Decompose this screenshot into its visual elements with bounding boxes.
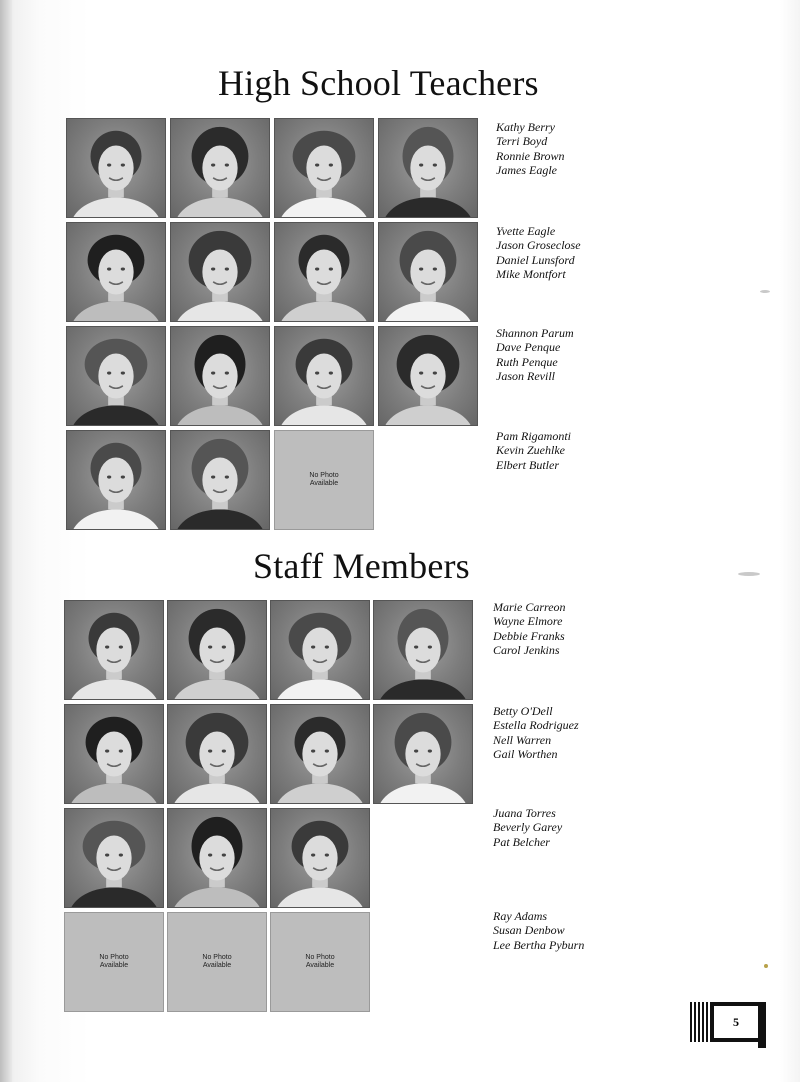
person-name: Pat Belcher bbox=[493, 834, 550, 849]
person-name: Mike Montfort bbox=[496, 266, 566, 281]
person-name: Kevin Zuehlke bbox=[496, 443, 565, 458]
teacher-portrait bbox=[378, 326, 478, 426]
paper-speck bbox=[760, 290, 770, 293]
person-name: Dave Penque bbox=[496, 340, 561, 355]
staff-portrait bbox=[64, 808, 164, 908]
teacher-portrait bbox=[66, 118, 166, 218]
staff-portrait bbox=[270, 704, 370, 804]
person-name: Estella Rodriguez bbox=[493, 718, 579, 733]
teacher-portrait bbox=[274, 222, 374, 322]
no-photo-label: No Photo Available bbox=[202, 954, 232, 969]
person-name: Marie Carreon bbox=[493, 600, 566, 614]
portrait-figure bbox=[271, 601, 369, 699]
portrait-figure bbox=[67, 119, 165, 217]
person-name: Elbert Butler bbox=[496, 457, 559, 472]
person-name: Carol Jenkins bbox=[493, 642, 560, 657]
portrait-figure bbox=[168, 705, 266, 803]
portrait-figure bbox=[275, 119, 373, 217]
person-name: Terri Boyd bbox=[496, 134, 548, 149]
portrait-figure bbox=[65, 809, 163, 907]
person-name: Yvette Eagle bbox=[496, 224, 556, 238]
staff-section-title: Staff Members bbox=[253, 546, 470, 586]
no-photo-placeholder bbox=[274, 430, 374, 530]
person-name: Jason Revill bbox=[496, 368, 555, 383]
staff-name-group bbox=[493, 600, 566, 657]
person-name: Ray Adams bbox=[493, 909, 548, 923]
page-tab-bars bbox=[688, 1002, 710, 1042]
portrait-figure bbox=[271, 809, 369, 907]
teachers-section-title: High School Teachers bbox=[218, 63, 539, 103]
teacher-portrait bbox=[274, 326, 374, 426]
no-photo-placeholder bbox=[270, 912, 370, 1012]
portrait-figure bbox=[171, 327, 269, 425]
staff-name-group bbox=[493, 806, 562, 849]
staff-name-group bbox=[493, 704, 579, 761]
page-number: 5 bbox=[714, 1006, 758, 1038]
teacher-portrait bbox=[170, 118, 270, 218]
person-name: Wayne Elmore bbox=[493, 614, 563, 629]
paper-speck bbox=[738, 572, 760, 576]
portrait-figure bbox=[271, 705, 369, 803]
teacher-portrait bbox=[170, 326, 270, 426]
no-photo-placeholder bbox=[167, 912, 267, 1012]
portrait-figure bbox=[275, 223, 373, 321]
teacher-portrait bbox=[378, 118, 478, 218]
person-name: Kathy Berry bbox=[496, 120, 555, 134]
portrait-figure bbox=[374, 705, 472, 803]
teachers-name-group bbox=[496, 120, 565, 177]
portrait-figure bbox=[379, 119, 477, 217]
person-name: Lee Bertha Pyburn bbox=[493, 937, 585, 952]
person-name: Betty O'Dell bbox=[493, 704, 553, 718]
teacher-portrait bbox=[66, 222, 166, 322]
portrait-figure bbox=[379, 223, 477, 321]
no-photo-placeholder bbox=[64, 912, 164, 1012]
teacher-portrait bbox=[170, 222, 270, 322]
person-name: Debbie Franks bbox=[493, 628, 565, 643]
portrait-figure bbox=[374, 601, 472, 699]
portrait-figure bbox=[65, 705, 163, 803]
portrait-figure bbox=[171, 119, 269, 217]
teacher-portrait bbox=[66, 326, 166, 426]
portrait-figure bbox=[65, 601, 163, 699]
no-photo-label: No Photo Available bbox=[305, 954, 335, 969]
person-name: Nell Warren bbox=[493, 732, 552, 747]
staff-portrait bbox=[373, 704, 473, 804]
staff-portrait bbox=[64, 600, 164, 700]
no-photo-label: No Photo Available bbox=[99, 954, 129, 969]
teacher-portrait bbox=[66, 430, 166, 530]
staff-portrait bbox=[167, 704, 267, 804]
portrait-figure bbox=[67, 431, 165, 529]
person-name: Susan Denbow bbox=[493, 923, 565, 938]
teacher-portrait bbox=[274, 118, 374, 218]
person-name: Daniel Lunsford bbox=[496, 252, 575, 267]
person-name: James Eagle bbox=[496, 162, 557, 177]
person-name: Ronnie Brown bbox=[496, 148, 565, 163]
staff-portrait bbox=[270, 808, 370, 908]
teachers-name-group bbox=[496, 224, 581, 281]
portrait-figure bbox=[171, 223, 269, 321]
no-photo-label: No Photo Available bbox=[309, 472, 339, 487]
staff-portrait bbox=[270, 600, 370, 700]
person-name: Juana Torres bbox=[493, 806, 556, 820]
portrait-figure bbox=[67, 327, 165, 425]
portrait-figure bbox=[275, 327, 373, 425]
person-name: Gail Worthen bbox=[493, 746, 558, 761]
person-name: Jason Groseclose bbox=[496, 238, 581, 253]
teacher-portrait bbox=[378, 222, 478, 322]
person-name: Ruth Penque bbox=[496, 354, 558, 369]
staff-portrait bbox=[373, 600, 473, 700]
person-name: Pam Rigamonti bbox=[496, 429, 571, 443]
teachers-name-group bbox=[496, 326, 574, 383]
portrait-figure bbox=[171, 431, 269, 529]
portrait-figure bbox=[379, 327, 477, 425]
person-name: Shannon Parum bbox=[496, 326, 574, 340]
portrait-figure bbox=[168, 601, 266, 699]
staff-name-group bbox=[493, 909, 584, 952]
staff-portrait bbox=[64, 704, 164, 804]
teachers-name-group bbox=[496, 429, 571, 472]
person-name: Beverly Garey bbox=[493, 820, 563, 835]
staff-portrait bbox=[167, 808, 267, 908]
portrait-figure bbox=[67, 223, 165, 321]
staff-portrait bbox=[167, 600, 267, 700]
teacher-portrait bbox=[170, 430, 270, 530]
portrait-figure bbox=[168, 809, 266, 907]
page-number-tab bbox=[688, 1002, 770, 1050]
page-binding-shadow bbox=[0, 0, 12, 1082]
paper-speck bbox=[764, 964, 768, 968]
